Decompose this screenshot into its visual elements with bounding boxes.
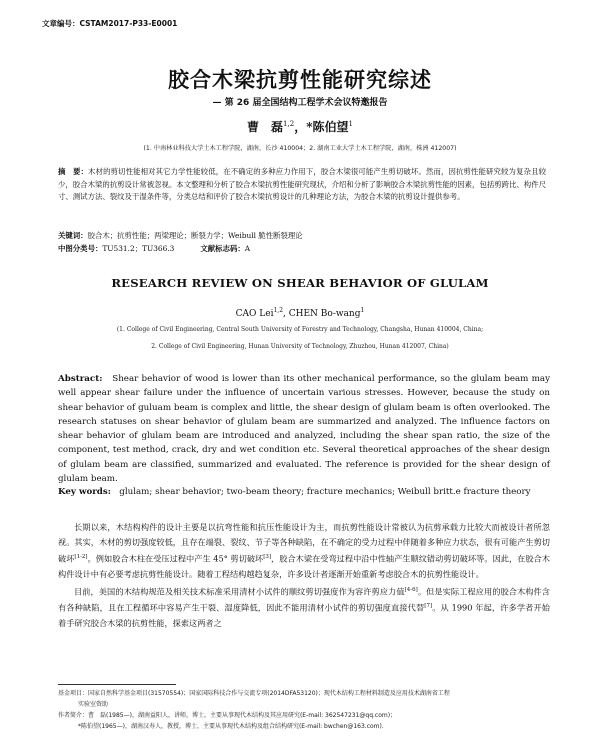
- paper-title-en: RESEARCH REVIEW ON SHEAR BEHAVIOR OF GLULAM: [111, 276, 489, 290]
- citation-1-2: [1-2]: [74, 554, 88, 561]
- citation-4-6: [4-6]: [404, 586, 418, 593]
- abstract-cn: [58, 166, 546, 204]
- keywords-cn-text: 胶合木；抗剪性能；两梁理论；断裂力学；Weibull 脆性断裂理论: [87, 231, 303, 240]
- affiliation-cn: (1. 中南林业科技大学土木工程学院，湖南，长沙 410004；2. 湖南工业大学土木工程学院，湖南，株洲 412007): [143, 145, 457, 152]
- body-p2-b: 。但是实际工程应用的胶合木构件含有各种缺陷，且在工程循环中容易产生干裂、湿度降低，因此不能用清材小试件的剪切强度直接代替: [58, 586, 550, 614]
- keywords-en-label: Key words:: [58, 487, 111, 497]
- affiliation-en-line2: 2. College of Civil Engineering, Hunan University of Technology, Zhuzhou, Hunan 412007, China): [151, 343, 449, 350]
- body-p1-a: 长期以来，木结构构件的设计主要是以抗弯性能和抗压性能设计为主，而抗剪性能设计常被认为抗剪承载力比较大而被设计者所忽视。其实，木材的剪切强度较低，且存在端裂、裂纹、节子等各种缺陷，在不确定的受力过程中伴随着多种应力状态，很有可能产生剪切破坏: [58, 522, 550, 565]
- affiliation-en-line1: (1. College of Civil Engineering, Central South University of Forestry and Technology, Changsha, Hunan 410004, China;: [116, 326, 484, 333]
- citation-3: [3]: [263, 554, 272, 561]
- paper-subtitle-cn: — 第 26 届全国结构工程学术会议特邀报告: [212, 98, 388, 108]
- author2-en: CHEN Bo-wang: [288, 309, 361, 319]
- body-text-cn: [58, 520, 550, 632]
- body-p2-c: 。从 1990 年起，许多学者开始着手研究胶合木梁的抗剪性能，探索这两者之: [58, 603, 550, 629]
- author2-en-sup: 1: [360, 307, 365, 314]
- footnote-fund: 基金项目：国家自然科学基金项目(31570554)；国家国际科技合作与交流专项(2014DFA53120)；现代木结构工程材料制造及应用技术湖南省工程: [58, 690, 450, 697]
- citation-7: [7]: [424, 603, 433, 610]
- authors-cn: [0, 118, 600, 135]
- body-p1-b: 。例如胶合木柱在受压过程中产生 45° 剪切破坏: [87, 554, 264, 565]
- keywords-en-text: glulam; shear behavior; two-beam theory; fracture mechanics; Weibull britt.e fracture theory: [119, 487, 531, 497]
- author1-en-sup: 1,2: [273, 307, 284, 314]
- doc-code-label: 文献标志码：: [200, 244, 245, 253]
- abstract-en: [58, 372, 550, 486]
- footnote-divider: [58, 684, 176, 685]
- paper-title-cn: 胶合木梁抗剪性能研究综述: [168, 67, 432, 92]
- body-p1-c: ，胶合木梁在受弯过程中沿中性轴产生顺纹错动剪切破坏等。因此，在胶合木构件设计中有必要考虑抗剪性能设计。随着工程结构越趋复杂，许多设计者逐渐开始重新考虑胶合木的抗剪性能设计。: [58, 554, 550, 580]
- author2-cn-sup: 1: [348, 120, 353, 128]
- author1-cn: 曹 磊: [247, 120, 284, 134]
- authors-cn-sep: ，: [294, 120, 307, 134]
- keywords-cn-label: 关键词：: [58, 231, 88, 240]
- footnotes: [58, 688, 550, 732]
- body-paragraph-2: [58, 583, 550, 632]
- authors-en-sep: ,: [283, 309, 289, 319]
- authors-en: [0, 307, 600, 319]
- abstract-en-label: Abstract:: [58, 374, 103, 384]
- author1-en: CAO Lei: [235, 309, 274, 319]
- author2-cn: *陈伯望: [306, 120, 349, 134]
- doc-id: 文章编号：CSTAM2017-P33-E0001: [42, 19, 178, 28]
- author1-cn-sup: 1,2: [283, 120, 295, 128]
- footnote-fund-cont: 实验室资助: [78, 701, 109, 708]
- keywords-en: [58, 486, 550, 499]
- abstract-cn-text: 木材的剪切性能相对其它力学性能较低，在不确定的多种应力作用下，胶合木梁很可能产生剪切破坏。然而，因抗剪性能研究较为复杂且较少，胶合木梁的抗剪设计常被忽视。本文整理和分析了胶合木梁抗剪性能研究现状，介绍和分析了影响胶合木梁抗剪性能的因素，包括剪跨比、构件尺寸、测试方法、裂纹及干湿条件等，分类总结和评价了胶合木梁抗剪设计的几种理论方法，为胶合木梁的抗剪设计提供参考。: [58, 167, 546, 202]
- classification-label: 中图分类号：: [58, 244, 103, 253]
- abstract-cn-label: 摘 要：: [58, 167, 89, 176]
- abstract-en-text: Shear behavior of wood is lower than its other mechanical performance, so the glulam beam may well appear shear failure under the influence of uncertain various stresses. However, because the study on shear behavior of guluam beam is complex and little, the shear design of glulam beam is often overlooked. The research statuses on shear behavior of glulam beam are summarized and analyzed. The influence factors on shear behavior of glulam beam are introduced and analyzed, including the shear span ratio, the size of the component, test method, crack, dry and wet condition etc. Several theoretical approaches of the shear design of glulam beam are classified, summarized and evaluated. The reference is provided for the shear design of glulam beam.: [58, 374, 550, 485]
- classification-cn: [58, 243, 546, 255]
- classification-value: TU531.2；TU366.3: [102, 244, 175, 253]
- keywords-cn: [58, 230, 546, 242]
- footnote-bio1: 作者简介：曹 磊(1985—)，湖南益阳人，讲师，博士，主要从事现代木结构及其应用研究(E-mail: 362547231@qq.com)；: [58, 712, 397, 719]
- body-paragraph-1: [58, 520, 550, 583]
- doc-code-value: A: [244, 244, 251, 253]
- footnote-bio2: *陈伯望(1965—)，湖南汉寿人，教授，博士，主要从事现代木结构及组合结构研究(E-mail: bwchen@163.com).: [78, 723, 384, 730]
- body-p2-a: 目前，美国的木结构规范及相关技术标准采用清材小试件的顺纹剪切强度作为容许剪应力值: [74, 586, 405, 597]
